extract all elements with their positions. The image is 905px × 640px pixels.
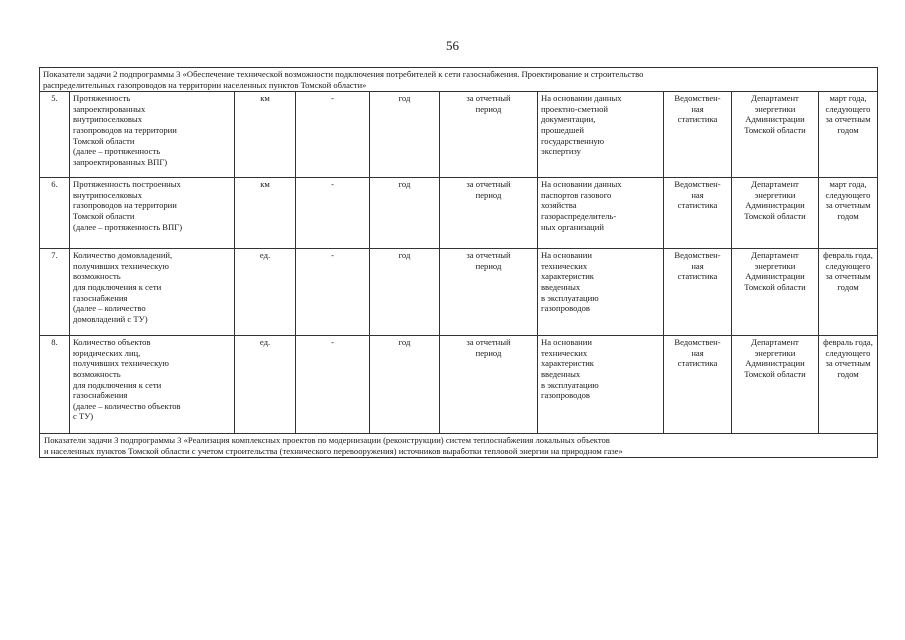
- dash-cell: -: [296, 92, 370, 178]
- method-cell: Ведомствен- ная статистика: [664, 336, 732, 434]
- responsible-cell: Департамент энергетики Администрации Томской области: [732, 178, 819, 249]
- timing-cell: за отчетный период: [440, 336, 538, 434]
- deadline-cell: март года, следующего за отчетным годом: [819, 178, 878, 249]
- table-row: [40, 336, 878, 434]
- section-header-bottom: [40, 434, 878, 458]
- unit-cell: км: [235, 178, 296, 249]
- indicator-name: Протяженность построенных внутрипоселковых газопроводов на территории Томской области (далее – протяженность ВПГ): [70, 178, 235, 249]
- table-row: [40, 178, 878, 249]
- method-cell: Ведомствен- ная статистика: [664, 249, 732, 336]
- basis-cell: На основании технических характеристик введенных в эксплуатацию газопроводов: [538, 336, 664, 434]
- responsible-cell: Департамент энергетики Администрации Томской области: [732, 336, 819, 434]
- row-number: 6.: [40, 178, 70, 249]
- responsible-cell: Департамент энергетики Администрации Томской области: [732, 249, 819, 336]
- indicators-table: [39, 67, 878, 458]
- basis-cell: На основании данных паспортов газового хозяйства газораспределитель- ных организаций: [538, 178, 664, 249]
- section-header-bottom-text: [40, 434, 878, 458]
- section-line: Показатели задачи 3 подпрограммы 3 «Реализация комплексных проектов по модернизации (реконструкции) систем теплоснабжения локальных объектов: [44, 435, 610, 446]
- indicator-name: Протяженность запроектированных внутрипоселковых газопроводов на территории Томской области (далее – протяженность запроектированных ВПГ): [70, 92, 235, 178]
- deadline-cell: февраль года, следующего за отчетным годом: [819, 336, 878, 434]
- section-header-top-text: [40, 68, 878, 92]
- section-header-top: [40, 68, 878, 92]
- period-cell: год: [370, 178, 440, 249]
- timing-cell: за отчетный период: [440, 92, 538, 178]
- method-cell: Ведомствен- ная статистика: [664, 178, 732, 249]
- table-row: [40, 92, 878, 178]
- unit-cell: км: [235, 92, 296, 178]
- section-line: распределительных газопроводов на территории населенных пунктов Томской области»: [43, 79, 367, 90]
- indicator-name: Количество домовладений, получивших техническую возможность для подключения к сети газоснабжения (далее – количество домовладений с ТУ): [70, 249, 235, 336]
- basis-cell: На основании технических характеристик введенных в эксплуатацию газопроводов: [538, 249, 664, 336]
- deadline-cell: март года, следующего за отчетным годом: [819, 92, 878, 178]
- dash-cell: -: [296, 336, 370, 434]
- row-number: 5.: [40, 92, 70, 178]
- unit-cell: ед.: [235, 336, 296, 434]
- deadline-cell: февраль года, следующего за отчетным годом: [819, 249, 878, 336]
- row-number: 8.: [40, 336, 70, 434]
- row-number: 7.: [40, 249, 70, 336]
- timing-cell: за отчетный период: [440, 178, 538, 249]
- period-cell: год: [370, 336, 440, 434]
- period-cell: год: [370, 92, 440, 178]
- method-cell: Ведомствен- ная статистика: [664, 92, 732, 178]
- section-line: и населенных пунктов Томской области с учетом строительства (технического перевооружения) источников выработки тепловой энергии на природном газе»: [44, 445, 623, 456]
- responsible-cell: Департамент энергетики Администрации Томской области: [732, 92, 819, 178]
- indicator-name: Количество объектов юридических лиц, получивших техническую возможность для подключения к сети газоснабжения (далее – количество объектов с ТУ): [70, 336, 235, 434]
- period-cell: год: [370, 249, 440, 336]
- basis-cell: На основании данных проектно-сметной документации, прошедшей государственную экспертизу: [538, 92, 664, 178]
- dash-cell: -: [296, 249, 370, 336]
- section-line: Показатели задачи 2 подпрограммы 3 «Обеспечение технической возможности подключения потребителей к сети газоснабжения. Проектирование и строительство: [43, 69, 644, 79]
- page-number: 56: [446, 38, 459, 53]
- unit-cell: ед.: [235, 249, 296, 336]
- timing-cell: за отчетный период: [440, 249, 538, 336]
- dash-cell: -: [296, 178, 370, 249]
- table-row: [40, 249, 878, 336]
